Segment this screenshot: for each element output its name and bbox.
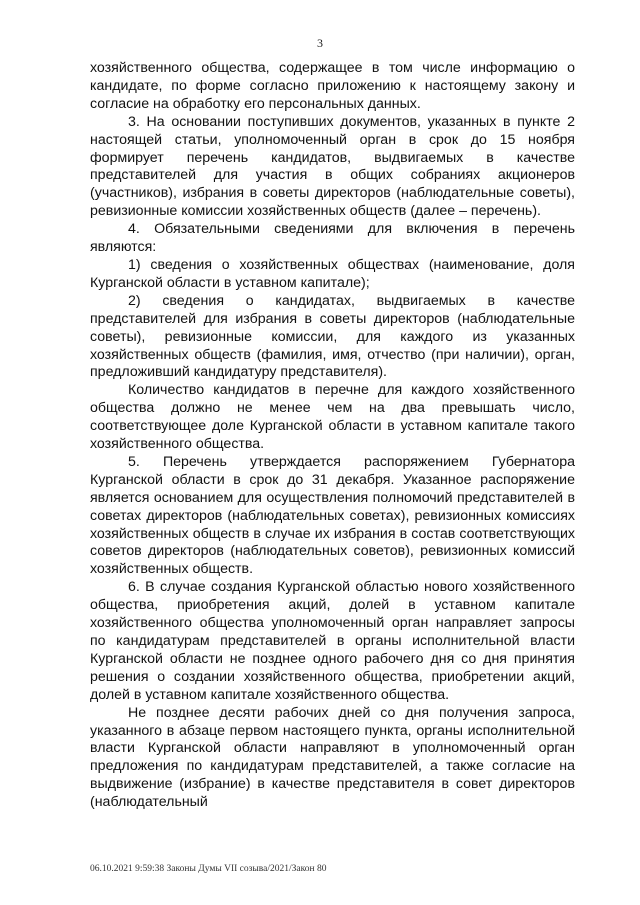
- paragraph-item-6: 6. В случае создания Курганской областью нового хозяйственного общества, приобретения акций, долей в уставном капитале хозяйственного общества уполномоченный орган направляет запросы по кандидатурам представителей в органы исполнительной власти Курганской области не позднее одного рабочего дня со дня принятия решения о создании хозяйственного общества, приобретении акций, долей в уставном капитале хозяйственного общества.: [90, 579, 575, 703]
- footer-stamp: 06.10.2021 9:59:38 Законы Думы VII созыва/2021/Закон 80: [90, 864, 327, 874]
- subitem-1: 1) сведения о хозяйственных обществах (наименование, доля Курганской области в уставном капитале);: [90, 256, 575, 291]
- page-number: 3: [317, 36, 323, 50]
- document-body: [90, 60, 575, 812]
- paragraph-item-5: 5. Перечень утверждается распоряжением Губернатора Курганской области в срок до 31 декабря. Указанное распоряжение является основанием для осуществления полномочий представителей в советах директоров (наблюдательных советах), ревизионных комиссиях хозяйственных обществ в случае их избрания в состав соответствующих советов директоров (наблюдательных советов), ревизионных комиссий хозяйственных обществ.: [90, 453, 575, 578]
- paragraph-item-4: 4. Обязательными сведениями для включения в перечень являются:: [90, 221, 575, 256]
- paragraph-deadline: Не позднее десяти рабочих дней со дня получения запроса, указанного в абзаце первом настоящего пункта, органы исполнительной власти Курганской области направляют в уполномоченный орган предложения по кандидатурам представителей, а также согласие на выдвижение (избрание) в качестве представителя в совет директоров (наблюдательный: [90, 704, 575, 811]
- paragraph-continuation: хозяйственного общества, содержащее в том числе информацию о кандидате, по форме согласно приложению к настоящему закону и согласие на обработку его персональных данных.: [90, 60, 575, 112]
- paragraph-candidate-count: Количество кандидатов в перечне для каждого хозяйственного общества должно не менее чем на два превышать число, соответствующее доле Курганской области в уставном капитале такого хозяйственного общества.: [90, 382, 575, 453]
- paragraph-item-3: 3. На основании поступивших документов, указанных в пункте 2 настоящей статьи, уполномоченный орган в срок до 15 ноября формирует перечень кандидатов, выдвигаемых в качестве представителей для участия в общих собраниях акционеров (участников), избрания в советы директоров (наблюдательные советы), ревизионные комиссии хозяйственных обществ (далее – перечень).: [90, 113, 575, 220]
- subitem-2: 2) сведения о кандидатах, выдвигаемых в качестве представителей для избрания в советы директоров (наблюдательные советы), ревизионные комиссии, для каждого из указанных хозяйственных обществ (фамилия, имя, отчество (при наличии), орган, предложивший кандидатуру представителя).: [90, 292, 575, 381]
